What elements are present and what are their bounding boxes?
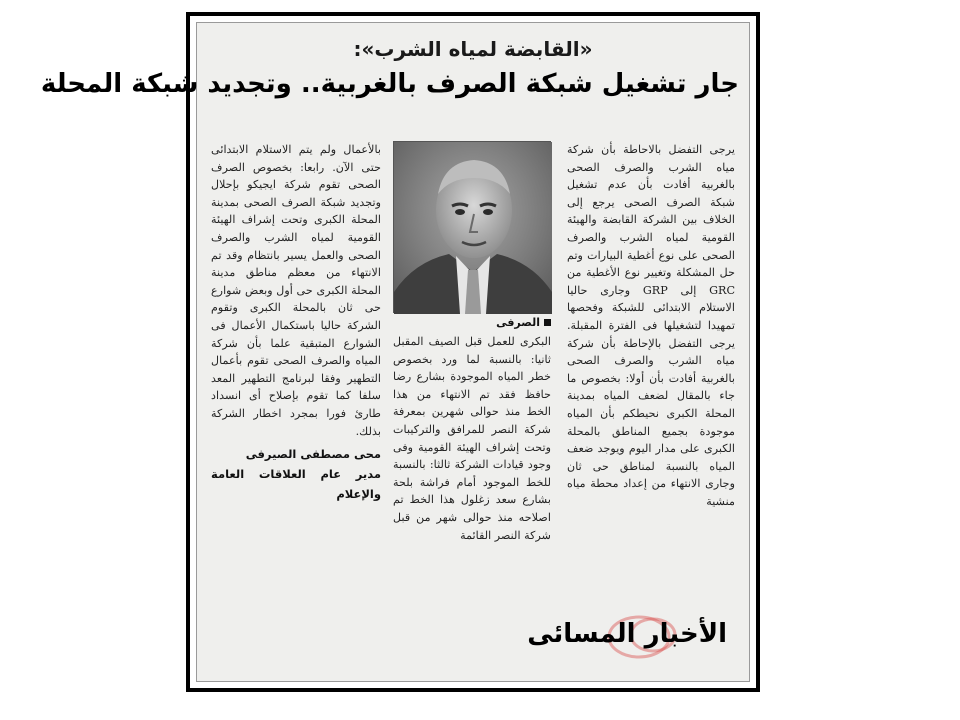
caption-square-icon <box>544 319 551 326</box>
article-headline: جار تشغيل شبكة الصرف بالغربية.. وتجديد شبكة المحلة <box>40 69 739 99</box>
article-column-middle <box>393 333 551 544</box>
portrait-photo <box>393 141 551 313</box>
signature-block <box>211 444 381 504</box>
signature-name: محى مصطفى الصيرفى <box>245 447 381 462</box>
newspaper-clipping <box>40 22 750 682</box>
column-middle-text: البكرى للعمل قبل الصيف المقبل ثانيا: بالنسبة لما ورد بخصوص خطر المياه الموجودة بشارع رضا حافظ فقد تم الانتهاء من هذا الخط منذ حوالى شهرين بمعرفة شركة النصر للمرافق والتركيبات وتحت إشراف الهيئة القومية وفى وجود قيادات الشركة ثالثا: بالنسبة للخط الموجود أمام فراشة بلحة بشارع سعد زغلول هذا الخط تم اصلاحه منذ حوالى شهر من قبل شركة النصر القائمة <box>393 335 551 542</box>
article-column-left <box>211 141 381 504</box>
column-right-text: يرجى التفضل بالاحاطة بأن شركة مياه الشرب والصرف الصحى بالغربية أفادت بأن عدم تشغيل شبكة الصرف الصحى يرجع إلى الخلاف بين الشركة القابضة والهيئة القومية لمياه الشرب والصرف الصحى على نوع أغطية البيارات وتم حل المشكلة وتغيير نوع الأغطية من GRC إلى GRP وجارى حاليا الاستلام الابتدائى للشبكة وفحصها تمهيدا لتشغيلها فى الفترة المقبلة. يرجى التفضل بالإحاطة بأن شركة مياه الشرب والصرف الصحى بالغربية أفادت بأن أولا: بخصوص ما جاء بالمقال لضعف المياه بمدينة المحلة الكبرى نحيطكم بأن المياه موجودة بجميع المناطق بالمحلة الكبرى على مدار اليوم ويوجد ضعف المياه بالنسبة لمناطق حى ثان وجارى الانتهاء من إعداد محطة مياه منشية <box>567 143 735 508</box>
photo-caption <box>393 316 551 329</box>
clipping-frame <box>40 12 760 692</box>
signature-title: مدير عام العلاقات العامة والإعلام <box>211 467 381 502</box>
article-column-right <box>567 141 735 510</box>
newspaper-masthead <box>527 611 727 671</box>
masthead-logo: الأخبار المسائى <box>527 619 727 649</box>
caption-text: الصرفى <box>496 316 540 329</box>
column-left-text: بالأعمال ولم يتم الاستلام الابتدائى حتى الآن. رابعا: بخصوص الصرف الصحى تقوم شركة ايجيكو بإحلال وتجديد شبكة الصرف الصحى بمدينة المحلة الكبرى وتحت إشراف الهيئة القومية لمياه الشرب والصرف الصحى والعمل يسير بانتظام وقد تم الانتهاء من معظم مناطق مدينة المحلة الكبرى حى أول وبعض شوارع حى ثان بالمحلة الكبرى وتقوم الشركة حاليا باستكمال الأعمال فى الشوارع المتبقية علما بأن شركة المياه والصرف الصحى تقوم بأعمال التطهير وفقا لبرنامج التطهير المعد سلفا كما تقوم بإصلاح أى انسداد طارئ فورا بمجرد اخطار الشركة بذلك. <box>211 143 381 438</box>
article-kicker: «القابضة لمياه الشرب»: <box>353 37 593 61</box>
portrait-illustration <box>394 142 552 314</box>
